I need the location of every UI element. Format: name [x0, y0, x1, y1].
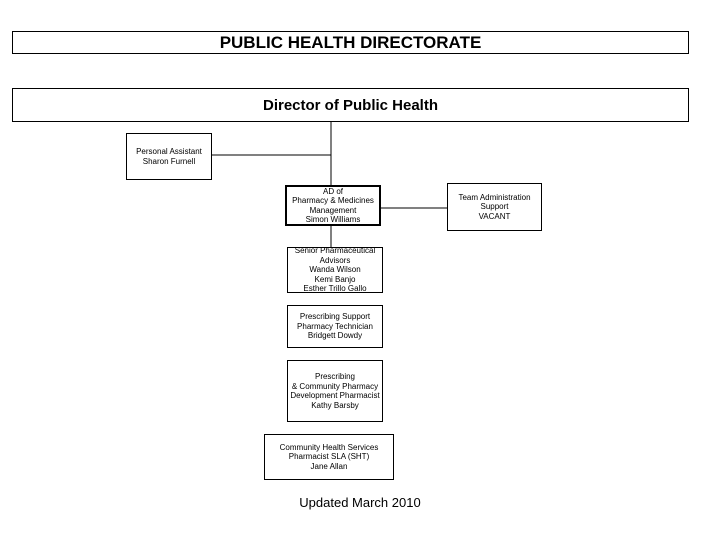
ad-line-3: Management: [309, 205, 357, 215]
ad-pharmacy-box: [285, 185, 381, 226]
dev-line-2: & Community Pharmacy: [291, 381, 379, 391]
chs-name: Jane Allan: [310, 461, 348, 471]
team-admin-status: VACANT: [478, 211, 511, 221]
senior-name-3: Esther Trillo Gallo: [303, 284, 367, 294]
team-admin-line-1: Team Administration: [458, 192, 531, 202]
senior-name-1: Wanda Wilson: [309, 265, 361, 275]
team-admin-box: [447, 183, 542, 231]
dev-line-3: Development Pharmacist: [290, 391, 380, 400]
prescribing-development-box: [287, 360, 383, 422]
support-line-1: Prescribing Support: [299, 312, 371, 322]
ad-line-2: Pharmacy & Medicines: [292, 196, 374, 205]
prescribing-support-box: [287, 305, 383, 348]
personal-assistant-box: [126, 133, 212, 180]
director-box: [12, 88, 689, 122]
page-title: [12, 31, 689, 54]
dev-name: Kathy Barsby: [311, 400, 359, 410]
page-title-text: PUBLIC HEALTH DIRECTORATE: [219, 32, 482, 52]
chs-line-2: Pharmacist SLA (SHT): [288, 452, 370, 462]
senior-advisors-box: [287, 247, 383, 293]
senior-line-2: Advisors: [319, 255, 351, 265]
support-name: Bridgett Dowdy: [307, 331, 363, 341]
ad-name: Simon Williams: [305, 215, 361, 224]
ad-line-1: AD of: [322, 186, 343, 196]
updated-note: Updated March 2010: [299, 495, 421, 510]
senior-line-1: Senior Pharmaceutical: [294, 246, 376, 256]
team-admin-line-2: Support: [480, 202, 509, 212]
pa-name: Sharon Furnell: [142, 156, 196, 166]
dev-line-1: Prescribing: [314, 372, 355, 381]
pa-role: Personal Assistant: [136, 147, 202, 156]
support-line-2: Pharmacy Technician: [297, 321, 373, 331]
senior-name-2: Kemi Banjo: [314, 274, 356, 284]
director-title: Director of Public Health: [262, 96, 439, 114]
community-health-services-box: [264, 434, 394, 480]
chs-line-1: Community Health Services: [279, 442, 379, 452]
